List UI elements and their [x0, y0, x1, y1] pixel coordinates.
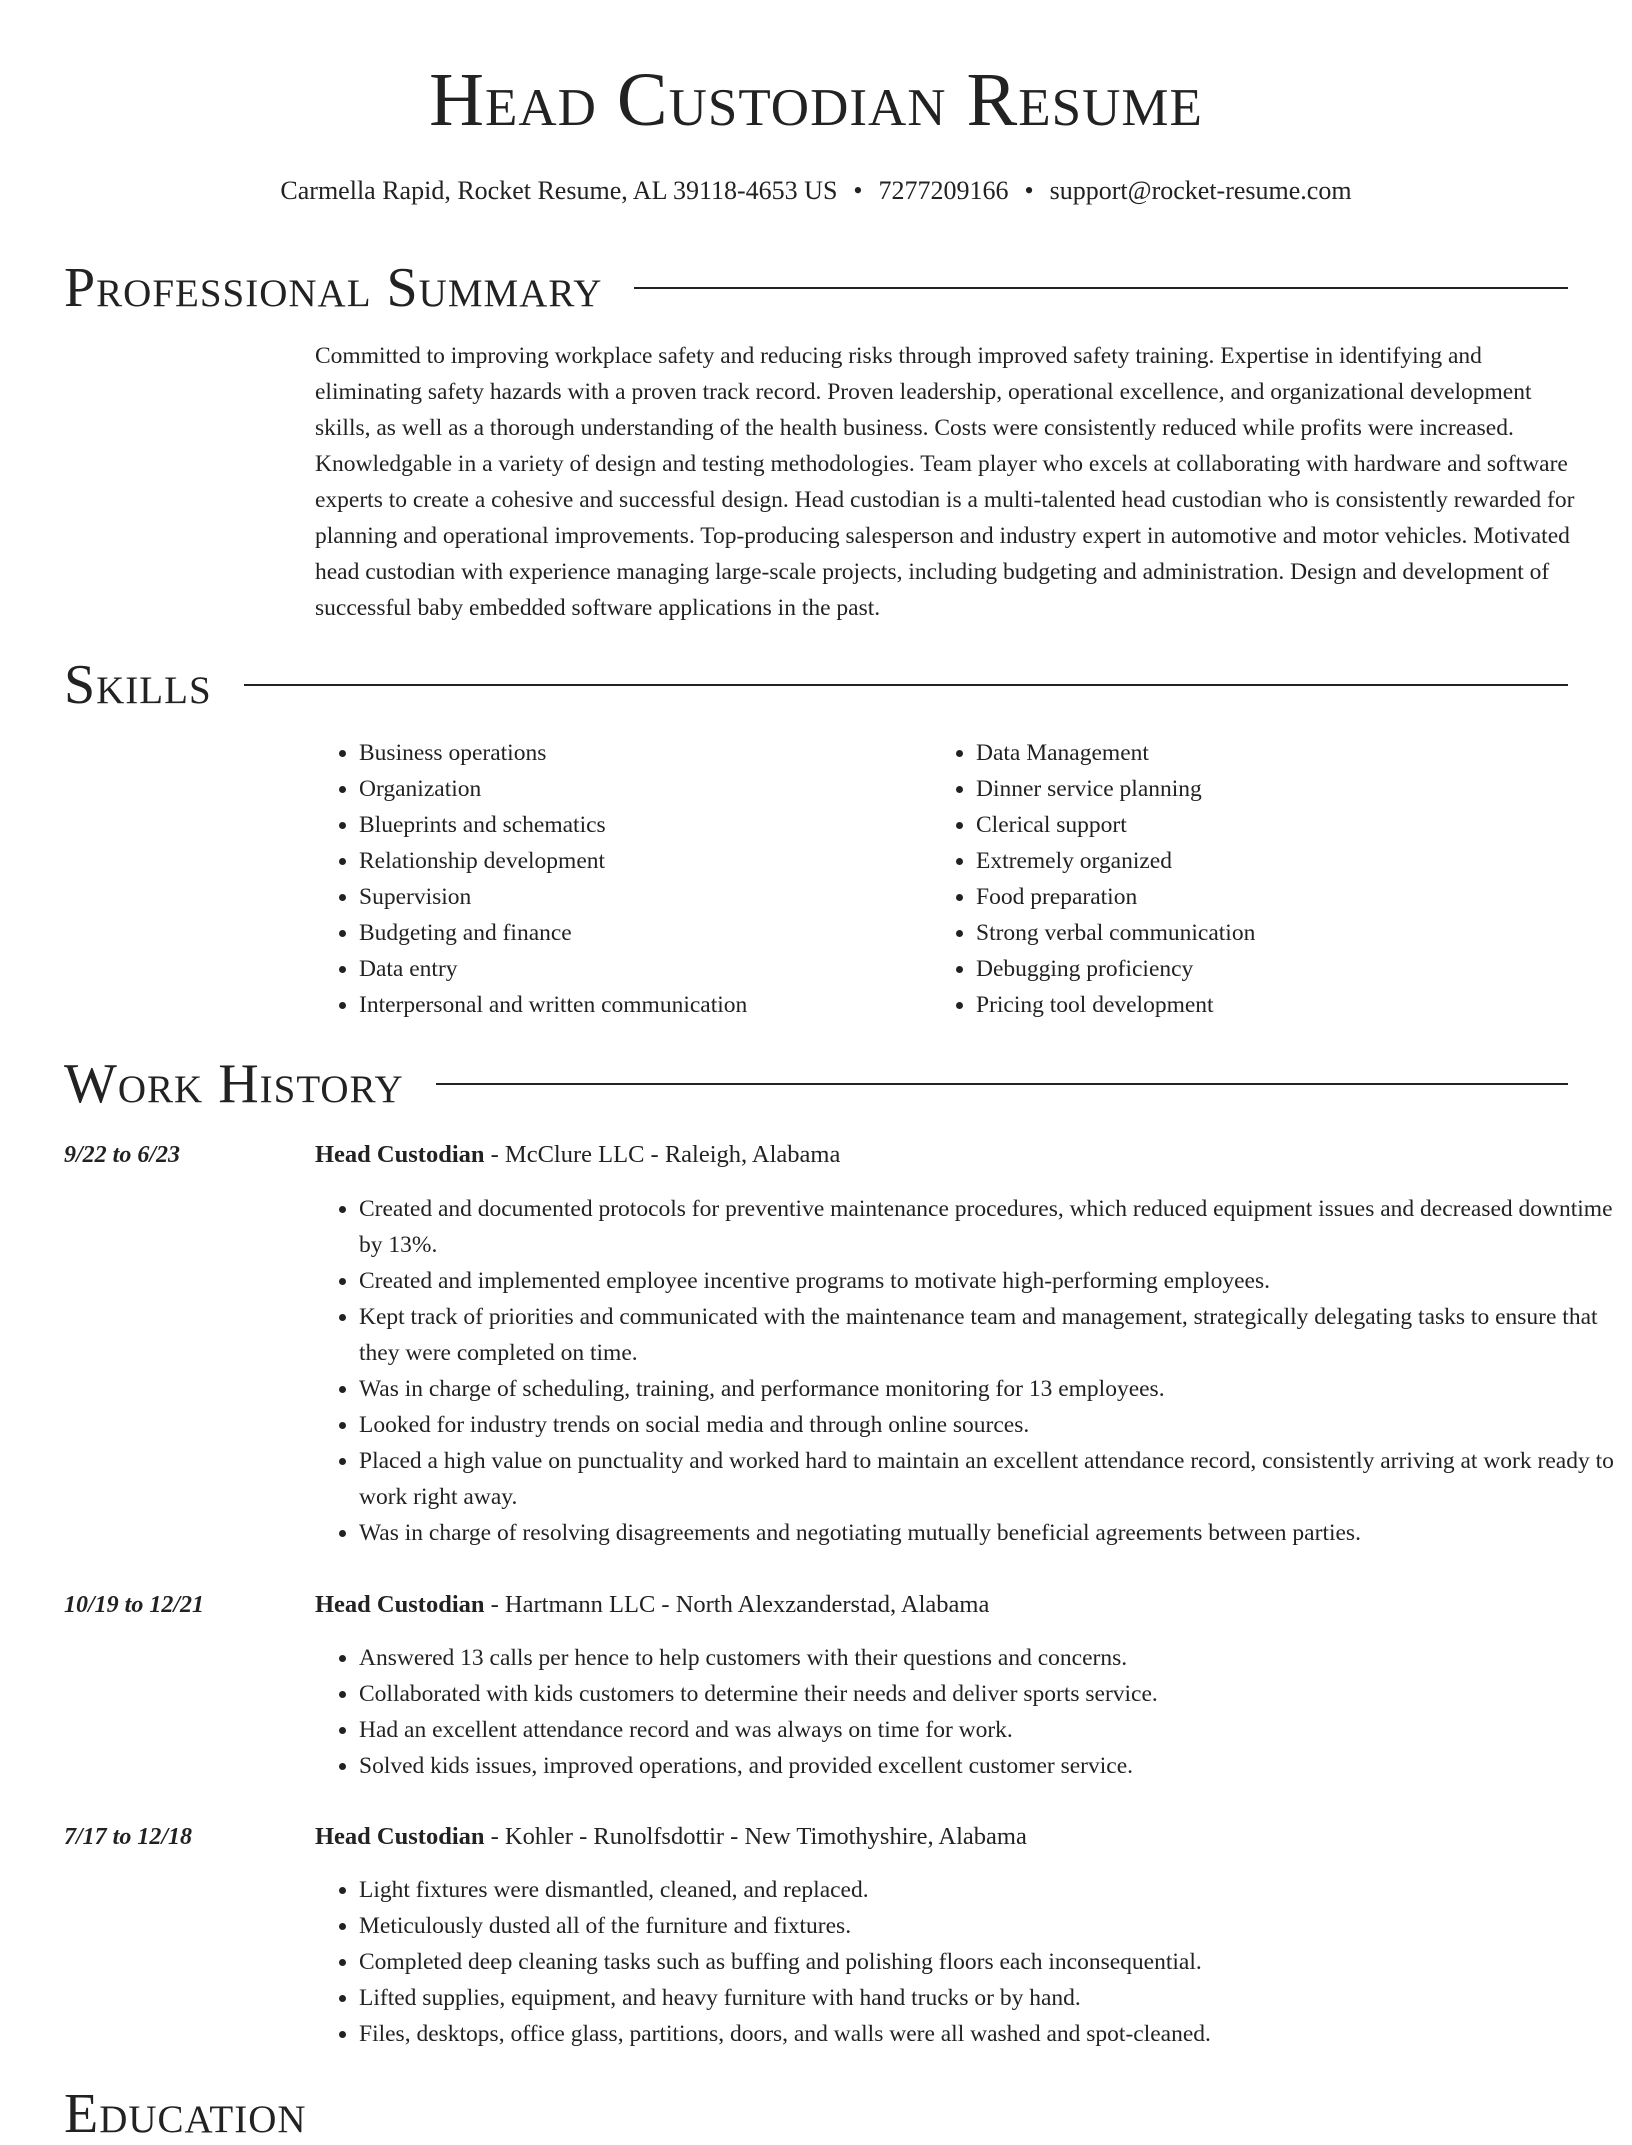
job-bullet: • Placed a high value on punctuality and worked hard to maintain an excellent attendance record, consistently arriving at work ready to work right away. — [359, 1443, 1629, 1515]
skill-item: • Debugging proficiency — [976, 951, 1255, 987]
job-bullet: • Solved kids issues, improved operations, and provided excellent customer service. — [359, 1748, 1629, 1784]
job-employer: - McClure LLC - Raleigh, Alabama — [484, 1141, 841, 1168]
section-title-skills: Skills — [64, 654, 212, 716]
skill-item: • Organization — [359, 771, 747, 807]
contact-address: Carmella Rapid, Rocket Resume, AL 39118-4653 US — [280, 176, 838, 205]
job-bullet: • Kept track of priorities and communicated with the maintenance team and management, strategically delegating tasks to ensure that they were completed on time. — [359, 1299, 1629, 1371]
section-title-education: Education — [64, 2083, 307, 2145]
skill-item: • Data Management — [976, 735, 1255, 771]
contact-separator: • — [1024, 176, 1034, 205]
skill-item: • Budgeting and finance — [359, 915, 747, 951]
job-employer: - Kohler - Runolfsdottir - New Timothyshire, Alabama — [484, 1823, 1027, 1850]
section-divider — [244, 684, 1568, 686]
job-employer: - Hartmann LLC - North Alexzanderstad, Alabama — [484, 1591, 990, 1618]
section-divider — [436, 1083, 1568, 1085]
job-bullet: • Collaborated with kids customers to determine their needs and deliver sports service. — [359, 1676, 1629, 1712]
job-bullet: • Files, desktops, office glass, partitions, doors, and walls were all washed and spot-cleaned. — [359, 2016, 1629, 2052]
job-bullet: • Light fixtures were dismantled, cleaned, and replaced. — [359, 1872, 1629, 1908]
section-header-skills — [64, 654, 1568, 716]
contact-phone: 7277209166 — [878, 176, 1009, 205]
contact-line — [0, 175, 1632, 206]
job-responsibilities — [315, 1640, 1629, 1784]
job-position: Head Custodian — [315, 1823, 485, 1850]
contact-email: support@rocket-resume.com — [1049, 176, 1352, 205]
section-header-work — [64, 1053, 1568, 1115]
job-bullet: • Lifted supplies, equipment, and heavy furniture with hand trucks or by hand. — [359, 1980, 1629, 2016]
job-dates: 7/17 to 12/18 — [64, 1824, 193, 1850]
section-header-education — [64, 2083, 1568, 2145]
skills-list-left — [315, 735, 747, 1023]
contact-separator: • — [853, 176, 863, 205]
skill-item: • Extremely organized — [976, 843, 1255, 879]
job-bullet: • Created and documented protocols for preventive maintenance procedures, which reduced equipment issues and decreased downtime by 13%. — [359, 1191, 1629, 1263]
job-dates: 10/19 to 12/21 — [64, 1592, 205, 1618]
job-position: Head Custodian — [315, 1591, 485, 1618]
job-bullet: • Had an excellent attendance record and was always on time for work. — [359, 1712, 1629, 1748]
job-responsibilities — [315, 1191, 1629, 1551]
section-header-summary — [64, 257, 1568, 319]
skills-list-right — [932, 735, 1255, 1023]
job-bullet: • Completed deep cleaning tasks such as buffing and polishing floors each inconsequential. — [359, 1944, 1629, 1980]
job-heading — [315, 1137, 840, 1173]
job-bullet: • Answered 13 calls per hence to help customers with their questions and concerns. — [359, 1640, 1629, 1676]
job-heading — [315, 1587, 989, 1623]
skill-item: • Food preparation — [976, 879, 1255, 915]
skill-item: • Blueprints and schematics — [359, 807, 747, 843]
skill-item: • Dinner service planning — [976, 771, 1255, 807]
job-position: Head Custodian — [315, 1141, 485, 1168]
resume-title: Head Custodian Resume — [429, 58, 1203, 142]
skill-item: • Pricing tool development — [976, 987, 1255, 1023]
skill-item: • Data entry — [359, 951, 747, 987]
skill-item: • Interpersonal and written communication — [359, 987, 747, 1023]
skill-item: • Business operations — [359, 735, 747, 771]
skill-item: • Strong verbal communication — [976, 915, 1255, 951]
section-title-work: Work History — [64, 1053, 404, 1115]
summary-text: Committed to improving workplace safety and reducing risks through improved safety training. Expertise in identifying and eliminating safety hazards with a proven track record. Proven leadership, operational excellence, and organizational development skills, as well as a thorough understanding of the health business. Costs were consistently reduced while profits were increased. Knowledgable in a variety of design and testing methodologies. Team player who excels at collaborating with hardware and software experts to create a cohesive and successful design. Head custodian is a multi-talented head custodian who is consistently rewarded for planning and operational improvements. Top-producing salesperson and industry expert in automotive and motor vehicles. Motivated head custodian with experience managing large-scale projects, including budgeting and administration. Design and development of successful baby embedded software applications in the past. — [315, 343, 1575, 621]
job-bullet: • Looked for industry trends on social media and through online sources. — [359, 1407, 1629, 1443]
section-divider — [634, 287, 1568, 289]
job-bullet: • Was in charge of resolving disagreements and negotiating mutually beneficial agreements between parties. — [359, 1515, 1629, 1551]
skill-item: • Relationship development — [359, 843, 747, 879]
job-bullet: • Meticulously dusted all of the furniture and fixtures. — [359, 1908, 1629, 1944]
skill-item: • Supervision — [359, 879, 747, 915]
skill-item: • Clerical support — [976, 807, 1255, 843]
section-title-summary: Professional Summary — [64, 257, 603, 319]
job-dates: 9/22 to 6/23 — [64, 1142, 181, 1168]
job-responsibilities — [315, 1872, 1629, 2052]
job-bullet: • Created and implemented employee incentive programs to motivate high-performing employees. — [359, 1263, 1629, 1299]
job-bullet: • Was in charge of scheduling, training, and performance monitoring for 13 employees. — [359, 1371, 1629, 1407]
job-heading — [315, 1819, 1027, 1855]
